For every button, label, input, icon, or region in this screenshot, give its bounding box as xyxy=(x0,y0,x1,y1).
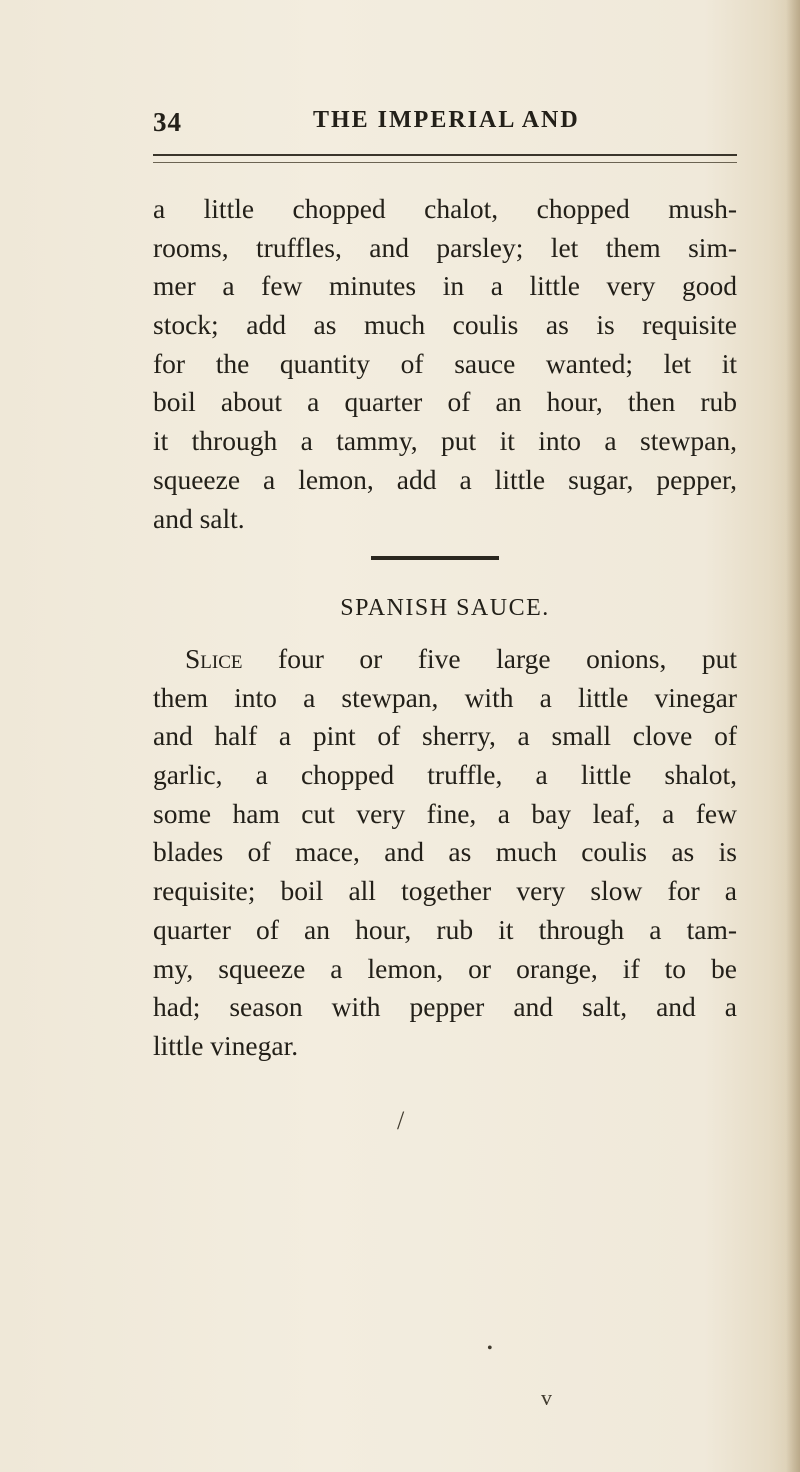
text-line: and half a pint of sherry, a small clove of xyxy=(153,720,737,752)
header-rule xyxy=(153,154,737,163)
ink-mark-v: v xyxy=(541,1385,552,1410)
text-line: little vinegar. xyxy=(153,1029,299,1061)
text-line: quarter of an hour, rub it through a tam- xyxy=(153,913,737,945)
section-divider xyxy=(371,556,499,560)
text-line: requisite; boil all together very slow for a xyxy=(153,875,737,907)
ink-mark-dot: • xyxy=(487,1340,493,1357)
text-line: boil about a quarter of an hour, then rub xyxy=(153,386,737,418)
text-line: had; season with pepper and salt, and a xyxy=(153,991,737,1023)
first-word: Slice xyxy=(185,643,243,674)
text-line: for the quantity of sauce wanted; let it xyxy=(153,347,737,379)
page-edge-shadow xyxy=(786,0,800,1472)
page-number: 34 xyxy=(153,107,182,137)
text-line: garlic, a chopped truffle, a little shalot, xyxy=(153,759,737,791)
text-line: blades of mace, and as much coulis as is xyxy=(153,836,737,868)
running-head: THE IMPERIAL AND xyxy=(313,107,580,133)
page-header xyxy=(153,107,737,143)
paragraph-continued xyxy=(153,190,737,538)
text-line: them into a stewpan, with a little vinegar xyxy=(153,681,737,713)
text-line: rooms, truffles, and parsley; let them sim- xyxy=(153,231,737,263)
text-line: a little chopped chalot, chopped mush- xyxy=(153,193,737,224)
text-line: and salt. xyxy=(153,502,245,534)
text-line-first xyxy=(153,640,737,679)
text-line: some ham cut very fine, a bay leaf, a few xyxy=(153,797,737,829)
text-line: my, squeeze a lemon, or orange, if to be xyxy=(153,952,737,984)
text-line: mer a few minutes in a little very good xyxy=(153,270,737,302)
section-paragraph xyxy=(153,640,737,1066)
text-line: squeeze a lemon, add a little sugar, pepper, xyxy=(153,463,737,495)
section-heading: SPANISH SAUCE. xyxy=(340,595,550,621)
first-line-rest: four or five large onions, put xyxy=(242,643,737,674)
text-line: it through a tammy, put it into a stewpan, xyxy=(153,425,737,457)
ink-mark-slash: / xyxy=(397,1106,405,1135)
text-line: stock; add as much coulis as is requisite xyxy=(153,309,737,341)
